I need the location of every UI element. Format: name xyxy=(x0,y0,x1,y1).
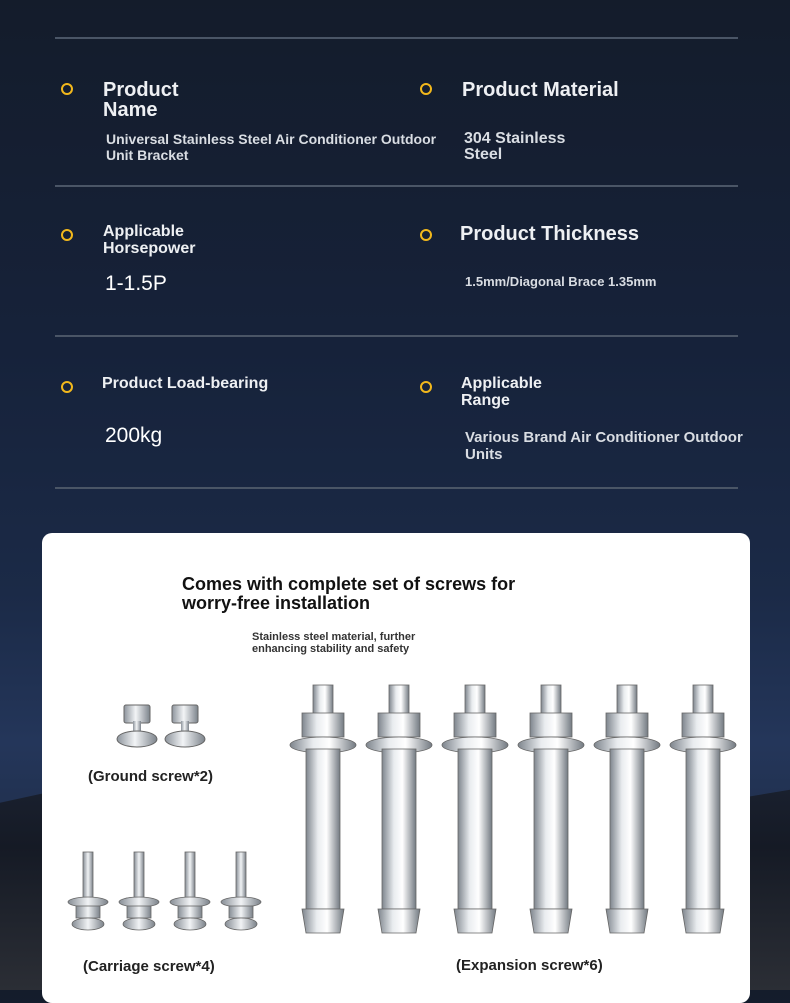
ground-screw-image xyxy=(116,701,208,751)
divider xyxy=(55,185,738,187)
spec-title-load: Product Load-bearing xyxy=(102,375,269,392)
divider xyxy=(55,487,738,489)
spec-value-horsepower: 1-1.5P xyxy=(105,272,167,295)
spec-title-material: Product Material xyxy=(462,79,619,101)
carriage-screw-caption: (Carriage screw*4) xyxy=(83,958,215,975)
ground-screw-caption: (Ground screw*2) xyxy=(88,768,214,785)
spec-value-product-name: Universal Stainless Steel Air Conditioner Outdoor Unit Bracket xyxy=(106,131,437,163)
panel-subline: Stainless steel material, further enhancing stability and safety xyxy=(252,631,416,655)
bullet-icon xyxy=(61,83,73,95)
bullet-icon xyxy=(420,229,432,241)
expansion-screw-caption: (Expansion screw*6) xyxy=(456,957,603,974)
bullet-icon xyxy=(420,83,432,95)
bullet-icon xyxy=(61,229,73,241)
spec-title-horsepower: Applicable Horsepower xyxy=(103,223,196,257)
bullet-icon xyxy=(61,381,73,393)
bullet-icon xyxy=(420,381,432,393)
divider xyxy=(55,335,738,337)
spec-value-range: Various Brand Air Conditioner Outdoor Units xyxy=(465,429,743,463)
expansion-screw-image xyxy=(288,683,746,941)
spec-title-range: Applicable Range xyxy=(461,375,542,409)
spec-value-material: 304 Stainless Steel xyxy=(464,130,566,163)
panel-headline: Comes with complete set of screws for worry-free installation xyxy=(182,574,516,613)
screws-panel xyxy=(42,533,750,1003)
spec-title-product-name: Product Name xyxy=(103,79,179,121)
divider xyxy=(55,37,738,39)
carriage-screw-image xyxy=(62,850,262,936)
spec-value-thickness: 1.5mm/Diagonal Brace 1.35mm xyxy=(465,274,657,289)
spec-value-load: 200kg xyxy=(105,424,163,447)
spec-title-thickness: Product Thickness xyxy=(460,223,639,245)
